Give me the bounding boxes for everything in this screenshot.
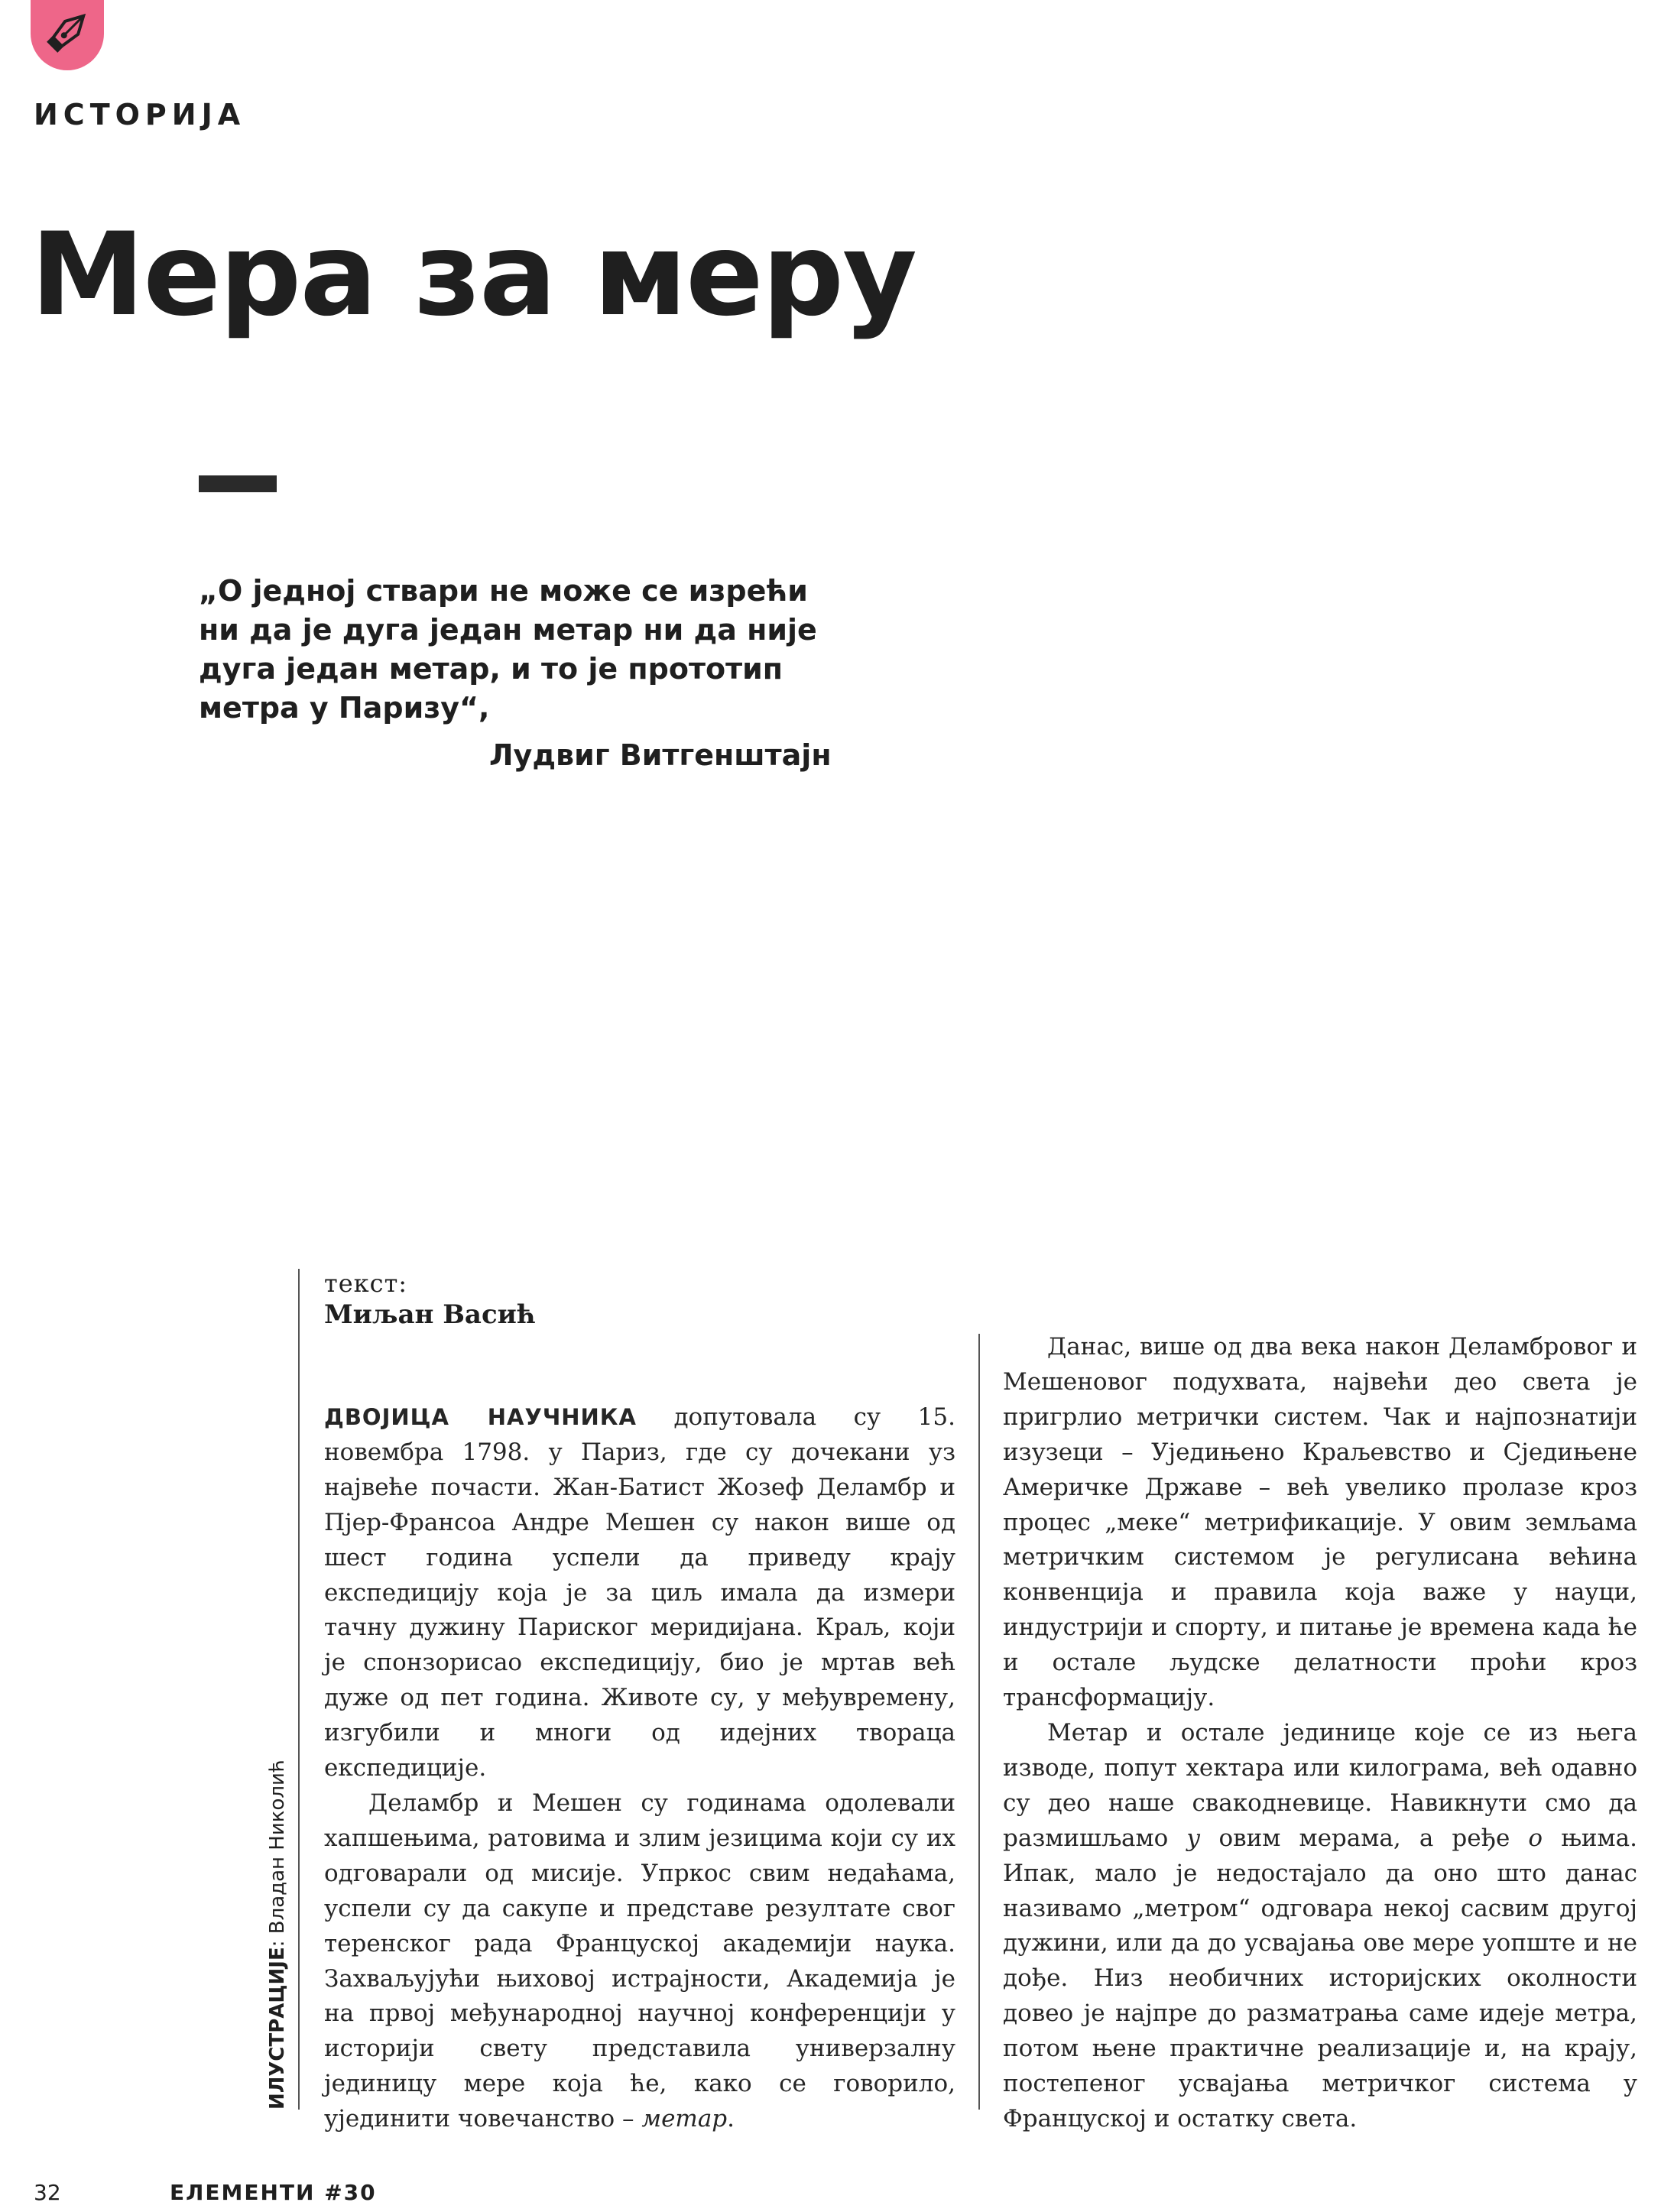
epigraph-quote: „О једној ствари не може се изрећи ни да је дуга један метар ни да није дуга један метар, и то је прототип метра у Паризу“, bbox=[199, 574, 817, 725]
illustration-label: ИЛУСТРАЦИЈЕ bbox=[266, 1947, 289, 2110]
emphasis: о bbox=[1528, 1824, 1543, 1852]
quote-dash bbox=[199, 475, 277, 492]
paragraph-text: овим мерама, а ређе bbox=[1200, 1824, 1529, 1852]
paragraph-text: допутовала су 15. новембра 1798. у Париз, где су дочекани уз највеће почасти. Жан-Батист Жозеф Деламбр и Пјер-Франсоа Андре Мешен су након више од шест година успели да приведу крају експедицију која је за циљ имала да измери тачну дужину Париског меридијана. Краљ, који је спонзорисао експедицију, био је мртав већ дуже од пет година. Животе су, у међувремену, изгубили и многи од идејних твораца експедиције. bbox=[324, 1403, 955, 1782]
paragraph-text: . bbox=[727, 2105, 735, 2133]
emphasis: у bbox=[1186, 1824, 1201, 1852]
illustration-separator: : bbox=[266, 1934, 289, 1948]
paragraph bbox=[324, 1786, 955, 2137]
section-label: ИСТОРИЈА bbox=[34, 98, 246, 131]
paragraph-text: Деламбр и Мешен су годинама одолевали хапшењима, ратовима и злим језицима који су их одговарали од мисије. Упркос свим недаћама, успели су да сакупе и представе резултате свог теренског рада Француској академији наука. Захваљујући њиховој истрајности, Академија је на првој међународној научној конференцији у историји свету представила универзалну јединицу мере која ће, како се говорило, ујединити човечанство – bbox=[324, 1789, 955, 2133]
credit-label: текст: bbox=[324, 1269, 408, 1298]
paragraph-text: њима. Ипак, мало је недостајало да оно што данас називамо „метром“ одговара некој сасвим другој дужини, или да до усвајања ове мере уопште и не дође. Низ необичних историјских околности довео је најпре до разматрања саме идеје метра, потом њене практичне реализације и, на крају, постепеног усвајања метричког система у Француској и остатку света. bbox=[1003, 1824, 1637, 2133]
article-title: Мера за меру bbox=[31, 209, 916, 342]
body-column-right bbox=[1003, 1330, 1637, 2137]
paragraph bbox=[324, 1400, 955, 1786]
illustrator-name: Владан Николић bbox=[266, 1760, 289, 1935]
paragraph: Данас, више од два века након Деламбровог и Мешеновог подухвата, највећи део света је пригрлио метрички систем. Чак и најпознатији изузеци – Уједињено Краљевство и Сједињене Америчке Државе – већ увелико пролазе кроз процес „меке“ метрификације. У овим земљама метричким системом је регулисана већина конвенција и правила која важе у науци, индустрији и спорту, и питање је времена када ће и остале људске делатности проћи кроз трансформацију. bbox=[1003, 1333, 1637, 1712]
epigraph-author: Лудвиг Витгенштајн bbox=[489, 738, 832, 772]
column-rule-left bbox=[298, 1269, 300, 2110]
paragraph bbox=[1003, 1716, 1637, 2137]
credit-author: Миљан Васић bbox=[324, 1299, 536, 1330]
emphasis: метар bbox=[641, 2105, 728, 2133]
paragraph-text: Метар и остале јединице које се из њега изводе, попут хектара или килограма, већ одавно су део наше свакодневице. Навикнути смо да размишљамо bbox=[1003, 1718, 1637, 1852]
magazine-issue: ЕЛЕМЕНТИ #30 bbox=[170, 2180, 377, 2205]
pen-nib-icon bbox=[31, 0, 104, 70]
lead-in: ДВОЈИЦА НАУЧНИКА bbox=[324, 1404, 637, 1430]
illustration-credit bbox=[266, 1760, 289, 2110]
column-rule-middle bbox=[978, 1334, 980, 2110]
body-column-left bbox=[324, 1400, 955, 2137]
page-number: 32 bbox=[34, 2180, 61, 2205]
